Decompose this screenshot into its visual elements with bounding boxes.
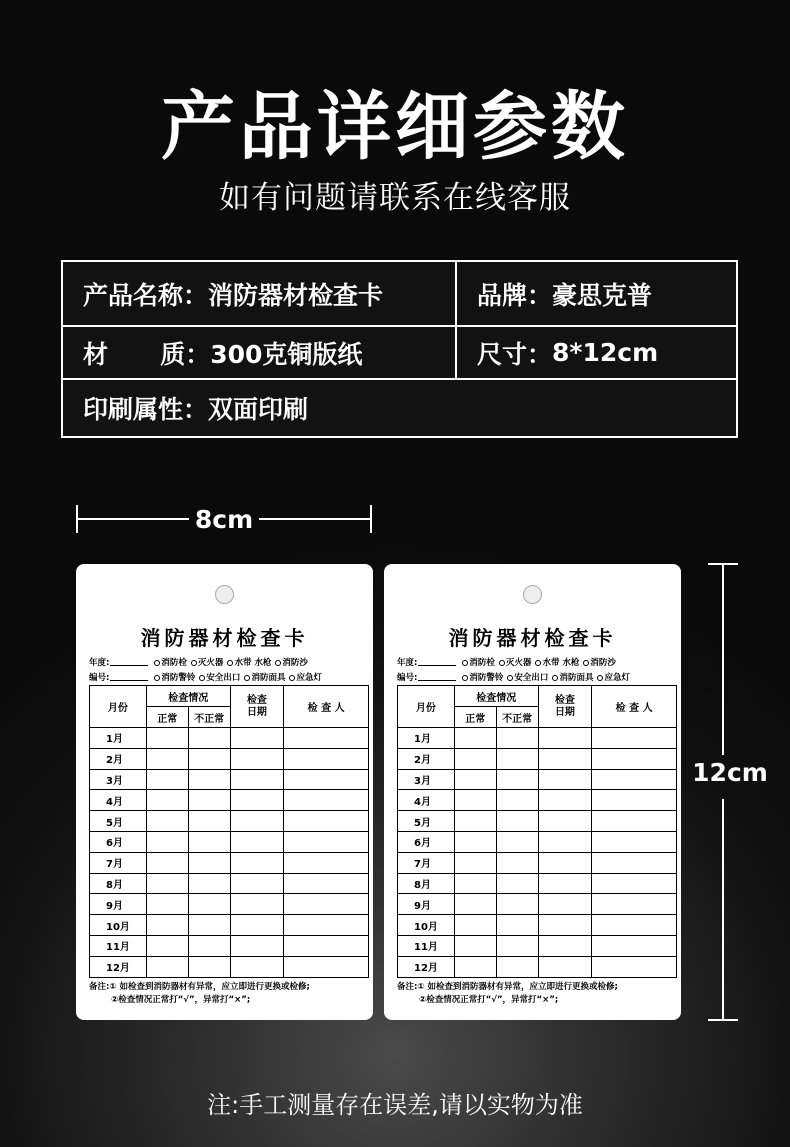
year-blank xyxy=(110,658,148,666)
empty-cell xyxy=(188,728,230,749)
empty-cell xyxy=(284,915,369,936)
circle-icon xyxy=(154,675,160,681)
empty-cell xyxy=(230,790,284,811)
height-label: 12cm xyxy=(692,758,768,787)
header-abnormal: 不正常 xyxy=(496,707,538,728)
empty-cell xyxy=(188,831,230,852)
empty-cell xyxy=(284,852,369,873)
option-item: 消防警铃 xyxy=(462,671,503,683)
spec-name-label: 产品名称： xyxy=(83,280,209,310)
option-item: 应急灯 xyxy=(289,671,322,683)
empty-cell xyxy=(454,769,496,790)
empty-cell xyxy=(284,728,369,749)
table-row xyxy=(90,935,369,956)
empty-cell xyxy=(188,748,230,769)
empty-cell xyxy=(454,728,496,749)
table-row xyxy=(398,935,677,956)
month-cell: 1月 xyxy=(398,728,455,749)
option-item: 应急灯 xyxy=(597,671,630,683)
spec-print-value: 双面印刷 xyxy=(208,395,309,424)
circle-icon xyxy=(462,660,468,666)
month-cell: 12月 xyxy=(398,956,455,977)
circle-icon xyxy=(191,660,197,666)
empty-cell xyxy=(496,811,538,832)
table-row xyxy=(398,873,677,894)
empty-cell xyxy=(538,769,592,790)
month-cell: 10月 xyxy=(398,915,455,936)
table-row xyxy=(398,831,677,852)
dimension-line xyxy=(259,518,372,520)
empty-cell xyxy=(284,873,369,894)
card-hole xyxy=(215,585,234,604)
empty-cell xyxy=(454,831,496,852)
header-month: 月份 xyxy=(90,686,147,728)
dimension-tick xyxy=(370,505,372,533)
empty-cell xyxy=(454,873,496,894)
empty-cell xyxy=(538,811,592,832)
month-cell: 6月 xyxy=(90,831,147,852)
month-cell: 7月 xyxy=(90,852,147,873)
header-date: 检查 日期 xyxy=(230,686,284,728)
empty-cell xyxy=(538,915,592,936)
header-month: 月份 xyxy=(398,686,455,728)
card-hole xyxy=(523,585,542,604)
empty-cell xyxy=(284,956,369,977)
empty-cell xyxy=(188,915,230,936)
table-row xyxy=(398,956,677,977)
header-abnormal: 不正常 xyxy=(188,707,230,728)
empty-cell xyxy=(454,811,496,832)
month-cell: 2月 xyxy=(398,748,455,769)
number-blank xyxy=(418,673,456,681)
empty-cell xyxy=(230,748,284,769)
card-notes xyxy=(89,981,369,1007)
empty-cell xyxy=(538,748,592,769)
spec-brand-value: 豪思克普 xyxy=(552,280,653,310)
empty-cell xyxy=(284,769,369,790)
spec-row-print xyxy=(63,380,736,436)
empty-cell xyxy=(592,873,677,894)
footer-note: 注:手工测量存在误差,请以实物为准 xyxy=(207,1091,583,1119)
empty-cell xyxy=(230,728,284,749)
empty-cell xyxy=(538,873,592,894)
option-item: 消防面具 xyxy=(552,671,593,683)
inspection-table xyxy=(89,685,369,978)
empty-cell xyxy=(454,894,496,915)
month-cell: 3月 xyxy=(398,769,455,790)
month-cell: 11月 xyxy=(398,935,455,956)
option-item: 消防沙 xyxy=(275,656,308,668)
dimension-line xyxy=(722,799,724,1021)
empty-cell xyxy=(592,728,677,749)
empty-cell xyxy=(188,852,230,873)
month-cell: 4月 xyxy=(90,790,147,811)
year-label: 年度: xyxy=(397,658,418,668)
table-row xyxy=(90,790,369,811)
empty-cell xyxy=(496,935,538,956)
month-cell: 1月 xyxy=(90,728,147,749)
month-cell: 7月 xyxy=(398,852,455,873)
option-item: 水带 水枪 xyxy=(535,656,579,668)
circle-icon xyxy=(462,675,468,681)
empty-cell xyxy=(592,935,677,956)
header-inspector: 检 查 人 xyxy=(284,686,369,728)
number-label: 编号: xyxy=(397,673,418,683)
table-row xyxy=(90,873,369,894)
empty-cell xyxy=(496,790,538,811)
option-item: 消防沙 xyxy=(583,656,616,668)
empty-cell xyxy=(496,769,538,790)
table-row xyxy=(90,811,369,832)
option-item: 消防栓 xyxy=(462,656,495,668)
dimension-line xyxy=(722,563,724,755)
empty-cell xyxy=(284,748,369,769)
empty-cell xyxy=(146,790,188,811)
option-item: 灭火器 xyxy=(499,656,532,668)
width-dimension xyxy=(76,505,372,533)
empty-cell xyxy=(496,873,538,894)
month-cell: 10月 xyxy=(90,915,147,936)
option-item: 灭火器 xyxy=(191,656,224,668)
spec-print-label: 印刷属性： xyxy=(83,395,209,424)
circle-icon xyxy=(227,660,233,666)
empty-cell xyxy=(230,915,284,936)
circle-icon xyxy=(535,660,541,666)
empty-cell xyxy=(496,915,538,936)
width-label: 8cm xyxy=(194,505,254,534)
empty-cell xyxy=(496,852,538,873)
empty-cell xyxy=(146,915,188,936)
circle-icon xyxy=(507,675,513,681)
empty-cell xyxy=(284,935,369,956)
empty-cell xyxy=(146,894,188,915)
dimension-tick xyxy=(708,1019,738,1021)
table-row xyxy=(90,915,369,936)
empty-cell xyxy=(284,790,369,811)
table-row xyxy=(398,852,677,873)
header-inspector: 检 查 人 xyxy=(592,686,677,728)
header-check: 检查情况 xyxy=(146,686,230,707)
table-row xyxy=(90,728,369,749)
spec-brand-label: 品牌： xyxy=(477,280,553,310)
table-row xyxy=(90,769,369,790)
card-number-row xyxy=(397,671,677,683)
empty-cell xyxy=(496,728,538,749)
empty-cell xyxy=(538,894,592,915)
empty-cell xyxy=(146,769,188,790)
header-normal: 正常 xyxy=(146,707,188,728)
empty-cell xyxy=(188,790,230,811)
page-subtitle: 如有问题请联系在线客服 xyxy=(219,180,571,216)
month-cell: 2月 xyxy=(90,748,147,769)
empty-cell xyxy=(592,852,677,873)
dimension-line xyxy=(76,518,189,520)
spec-row-material xyxy=(63,327,736,380)
empty-cell xyxy=(146,852,188,873)
empty-cell xyxy=(146,935,188,956)
month-rows xyxy=(398,728,677,978)
empty-cell xyxy=(146,728,188,749)
option-item: 水带 水枪 xyxy=(227,656,271,668)
circle-icon xyxy=(499,660,505,666)
option-item: 消防警铃 xyxy=(154,671,195,683)
empty-cell xyxy=(454,915,496,936)
month-cell: 9月 xyxy=(90,894,147,915)
empty-cell xyxy=(496,831,538,852)
empty-cell xyxy=(146,748,188,769)
empty-cell xyxy=(230,873,284,894)
empty-cell xyxy=(230,852,284,873)
table-row xyxy=(90,831,369,852)
empty-cell xyxy=(592,811,677,832)
empty-cell xyxy=(454,935,496,956)
empty-cell xyxy=(538,831,592,852)
note-line-1: 备注:① 如检查到消防器材有异常，应立即进行更换或检修; xyxy=(89,982,310,992)
table-row xyxy=(398,811,677,832)
month-cell: 12月 xyxy=(90,956,147,977)
table-row xyxy=(398,790,677,811)
spec-size-value: 8*12cm xyxy=(552,338,659,367)
empty-cell xyxy=(230,769,284,790)
month-cell: 3月 xyxy=(90,769,147,790)
month-cell: 5月 xyxy=(398,811,455,832)
card-number-row xyxy=(89,671,369,683)
month-cell: 11月 xyxy=(90,935,147,956)
spec-size-label: 尺寸： xyxy=(477,339,553,369)
empty-cell xyxy=(230,956,284,977)
option-item: 安全出口 xyxy=(199,671,240,683)
table-row xyxy=(398,769,677,790)
empty-cell xyxy=(284,811,369,832)
inspection-table xyxy=(397,685,677,978)
spec-material-label: 材 质： xyxy=(83,339,211,369)
circle-icon xyxy=(289,675,295,681)
option-item: 消防栓 xyxy=(154,656,187,668)
empty-cell xyxy=(188,873,230,894)
empty-cell xyxy=(592,956,677,977)
empty-cell xyxy=(188,894,230,915)
table-row xyxy=(90,956,369,977)
circle-icon xyxy=(597,675,603,681)
empty-cell xyxy=(454,790,496,811)
empty-cell xyxy=(538,790,592,811)
note-line-1: 备注:① 如检查到消防器材有异常，应立即进行更换或检修; xyxy=(397,982,618,992)
empty-cell xyxy=(592,915,677,936)
number-label: 编号: xyxy=(89,673,110,683)
card-title: 消防器材检查卡 xyxy=(140,626,309,650)
empty-cell xyxy=(496,748,538,769)
circle-icon xyxy=(244,675,250,681)
empty-cell xyxy=(146,831,188,852)
empty-cell xyxy=(496,956,538,977)
header-date: 检查 日期 xyxy=(538,686,592,728)
empty-cell xyxy=(592,748,677,769)
page-title: 产品详细参数 xyxy=(161,84,629,170)
empty-cell xyxy=(592,790,677,811)
month-cell: 8月 xyxy=(398,873,455,894)
circle-icon xyxy=(583,660,589,666)
table-row xyxy=(398,748,677,769)
table-row xyxy=(398,728,677,749)
month-rows xyxy=(90,728,369,978)
circle-icon xyxy=(552,675,558,681)
spec-name-value: 消防器材检查卡 xyxy=(208,280,384,310)
table-row xyxy=(90,894,369,915)
note-line-2: ②检查情况正常打“√”，异常打“×”; xyxy=(419,995,559,1005)
inspection-card-front xyxy=(76,564,373,1020)
month-cell: 9月 xyxy=(398,894,455,915)
empty-cell xyxy=(188,769,230,790)
card-year-row xyxy=(89,656,369,668)
spec-material-value: 300克铜版纸 xyxy=(210,339,363,369)
month-cell: 5月 xyxy=(90,811,147,832)
empty-cell xyxy=(592,894,677,915)
empty-cell xyxy=(538,956,592,977)
empty-cell xyxy=(230,811,284,832)
month-cell: 8月 xyxy=(90,873,147,894)
empty-cell xyxy=(496,894,538,915)
inspection-card-back xyxy=(384,564,681,1020)
month-cell: 6月 xyxy=(398,831,455,852)
table-row xyxy=(90,748,369,769)
note-line-2: ②检查情况正常打“√”，异常打“×”; xyxy=(111,995,251,1005)
option-item: 消防面具 xyxy=(244,671,285,683)
year-label: 年度: xyxy=(89,658,110,668)
card-title: 消防器材检查卡 xyxy=(448,626,617,650)
empty-cell xyxy=(592,831,677,852)
empty-cell xyxy=(146,873,188,894)
empty-cell xyxy=(230,831,284,852)
circle-icon xyxy=(199,675,205,681)
table-row xyxy=(398,915,677,936)
spec-row-name xyxy=(63,262,736,327)
empty-cell xyxy=(592,769,677,790)
empty-cell xyxy=(284,894,369,915)
circle-icon xyxy=(275,660,281,666)
empty-cell xyxy=(146,811,188,832)
empty-cell xyxy=(188,956,230,977)
empty-cell xyxy=(454,956,496,977)
height-dimension xyxy=(706,563,740,1021)
circle-icon xyxy=(154,660,160,666)
empty-cell xyxy=(188,811,230,832)
empty-cell xyxy=(454,852,496,873)
empty-cell xyxy=(538,935,592,956)
table-row xyxy=(398,894,677,915)
header-normal: 正常 xyxy=(454,707,496,728)
card-notes xyxy=(397,981,677,1007)
table-row xyxy=(90,852,369,873)
empty-cell xyxy=(230,935,284,956)
empty-cell xyxy=(454,748,496,769)
spec-table xyxy=(61,260,738,438)
month-cell: 4月 xyxy=(398,790,455,811)
empty-cell xyxy=(146,956,188,977)
number-blank xyxy=(110,673,148,681)
option-item: 安全出口 xyxy=(507,671,548,683)
empty-cell xyxy=(230,894,284,915)
empty-cell xyxy=(538,852,592,873)
header-check: 检查情况 xyxy=(454,686,538,707)
year-blank xyxy=(418,658,456,666)
empty-cell xyxy=(188,935,230,956)
empty-cell xyxy=(538,728,592,749)
card-year-row xyxy=(397,656,677,668)
empty-cell xyxy=(284,831,369,852)
